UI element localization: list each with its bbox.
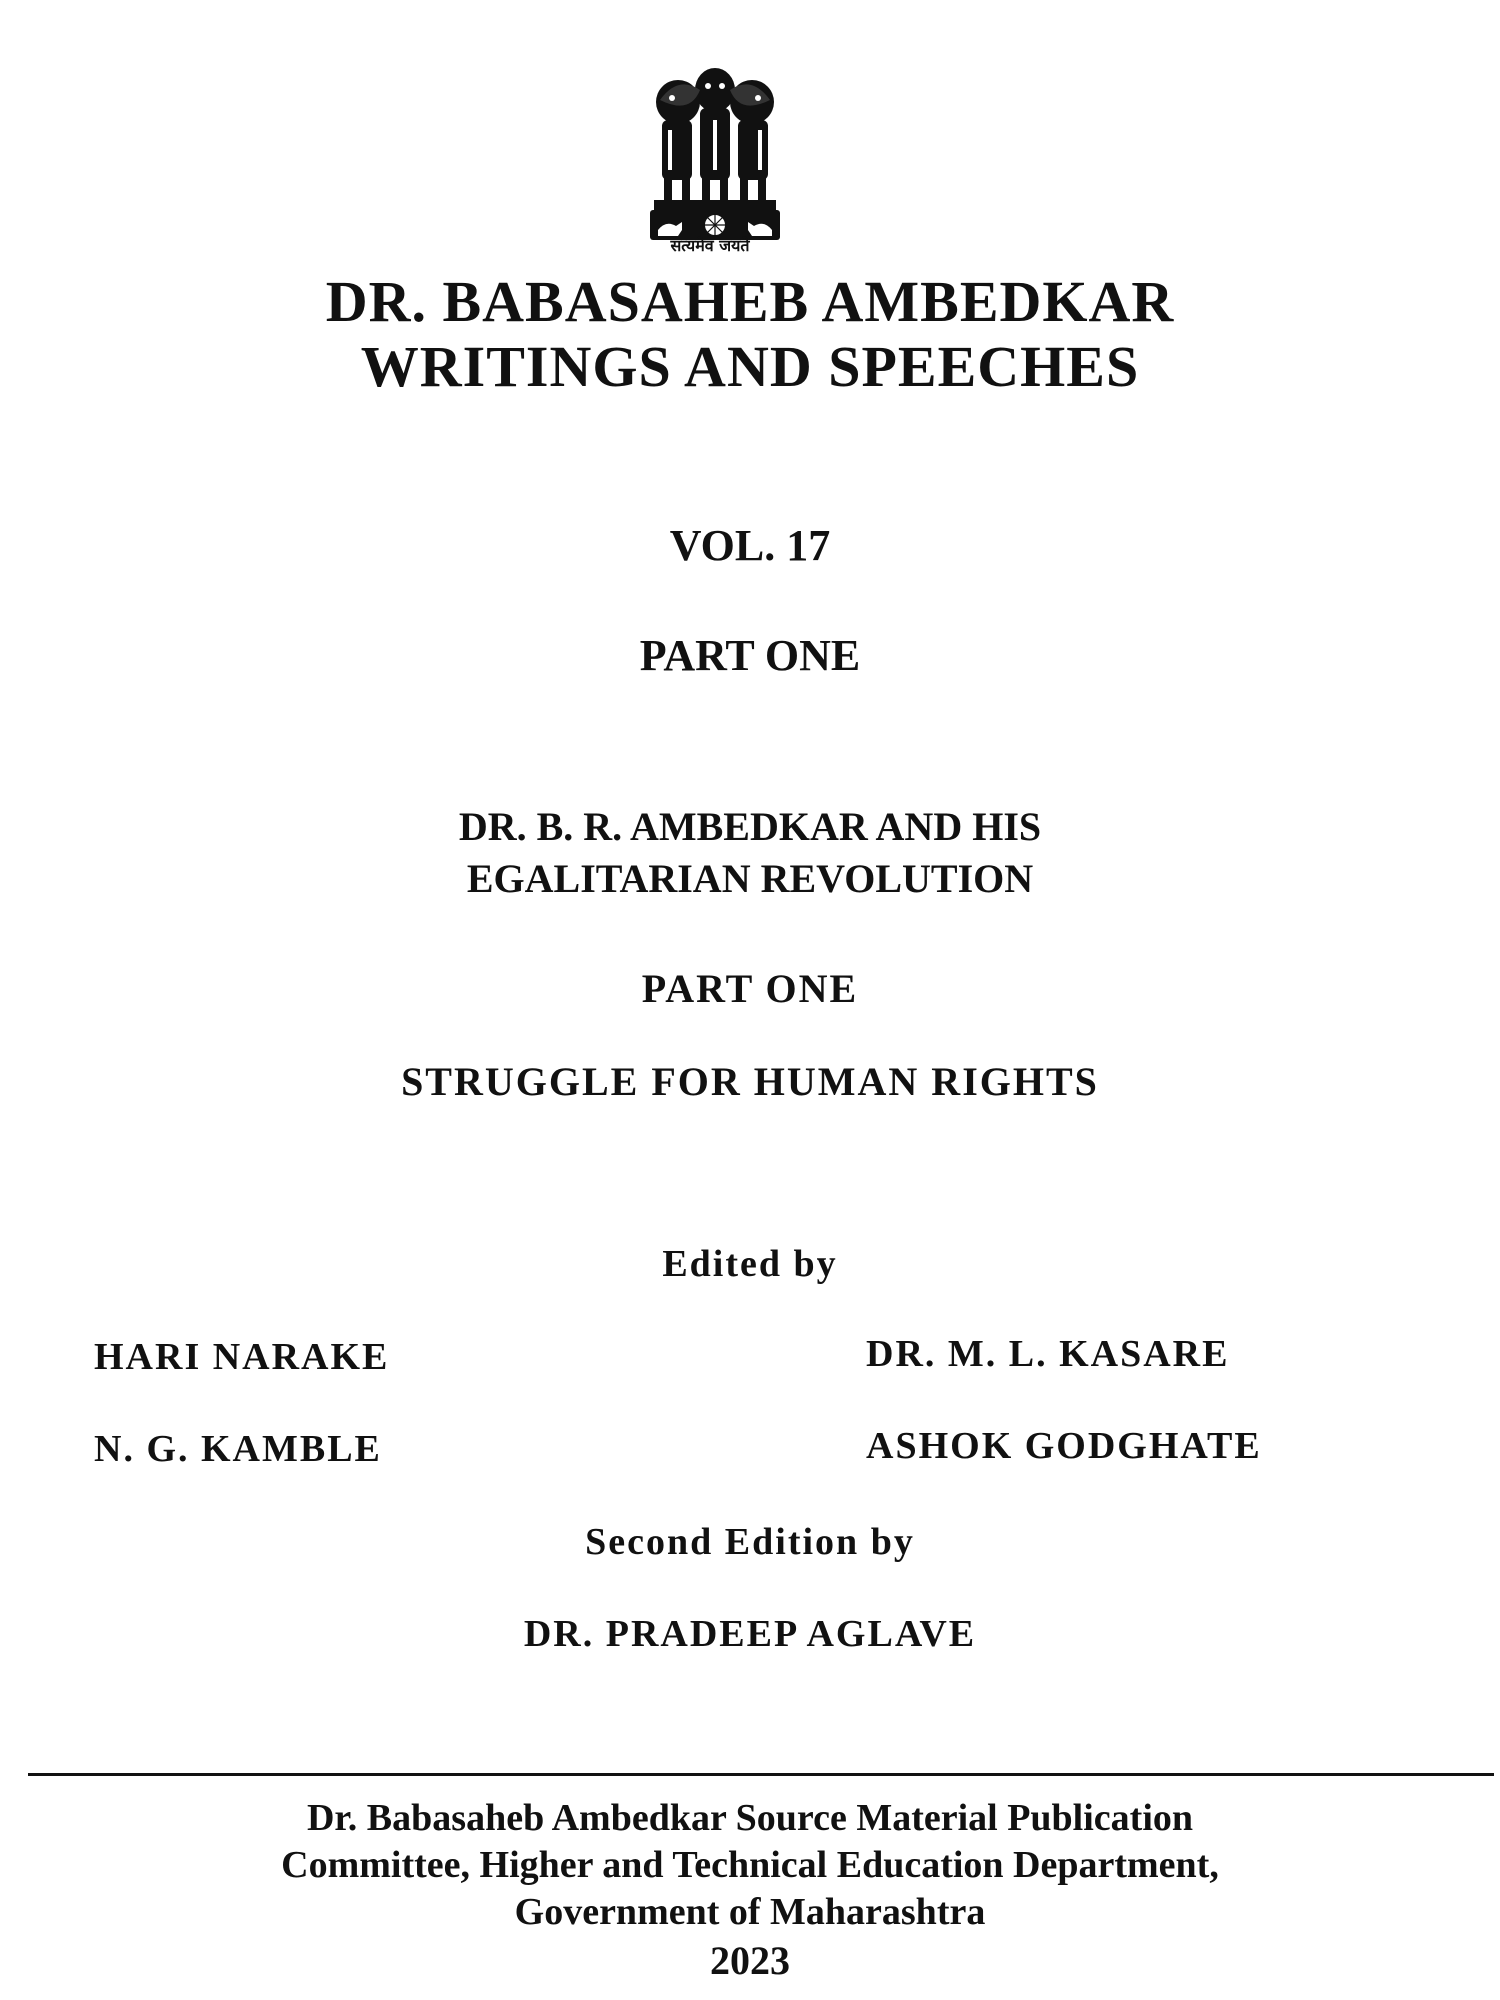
publisher-line-2: Committee, Higher and Technical Education Department,: [281, 1844, 1219, 1886]
publisher-line-3: Government of Maharashtra: [514, 1891, 986, 1933]
volume-number: VOL. 17: [669, 521, 831, 570]
main-title-line-1: DR. BABASAHEB AMBEDKAR: [325, 269, 1175, 334]
subtitle-line-2: EGALITARIAN REVOLUTION: [466, 856, 1034, 901]
subtitle-line-1: DR. B. R. AMBEDKAR AND HIS: [458, 804, 1042, 849]
editor-name: DR. M. L. KASARE: [866, 1333, 1230, 1375]
sub-topic: STRUGGLE FOR HUMAN RIGHTS: [401, 1059, 1099, 1104]
editor-name: HARI NARAKE: [94, 1336, 390, 1378]
second-edition-label: Second Edition by: [585, 1521, 915, 1563]
main-title-line-2: WRITINGS AND SPEECHES: [360, 334, 1140, 399]
editor-name: ASHOK GODGHATE: [866, 1425, 1262, 1467]
divider-rule: [28, 1773, 1494, 1776]
emblem-motto: सत्यमेव जयते: [670, 236, 750, 255]
state-emblem-icon: [640, 60, 790, 260]
publisher-line-1: Dr. Babasaheb Ambedkar Source Material Publication: [306, 1797, 1194, 1839]
editor-name: N. G. KAMBLE: [94, 1428, 382, 1470]
edited-by-label: Edited by: [662, 1243, 838, 1285]
second-edition-editor: DR. PRADEEP AGLAVE: [523, 1613, 977, 1655]
publication-year: 2023: [710, 1938, 790, 1983]
sub-part-heading: PART ONE: [641, 966, 859, 1011]
part-heading: PART ONE: [639, 631, 861, 680]
